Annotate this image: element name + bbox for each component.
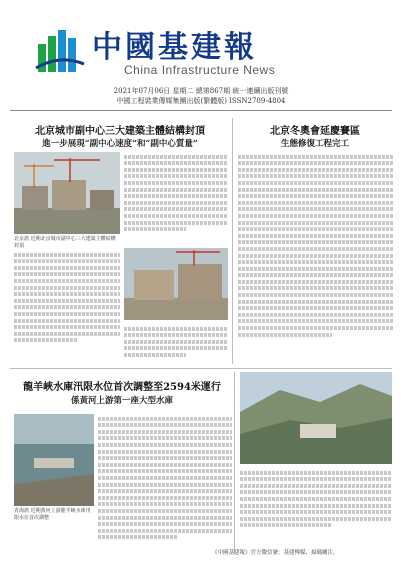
right-article-subhead: 生態修復工程完工 xyxy=(280,139,349,149)
bottom-article-photo xyxy=(14,414,94,506)
bottom-article-body xyxy=(98,414,232,556)
left-article-body-column-2 xyxy=(124,152,228,246)
left-article-photo-caption: 北京訊 近期北京城市副中心三大建築主體結構封頂 xyxy=(14,236,116,249)
masthead-rule xyxy=(10,110,392,111)
right-article-photo xyxy=(240,372,392,464)
left-article-photo xyxy=(14,152,120,234)
wechat-footer-caption: 《中國基建報》官方微信號：基建傳媒，掃碼關注。 xyxy=(212,550,339,556)
left-article-body-column-3 xyxy=(124,324,228,362)
right-article-body-continued xyxy=(240,468,392,540)
left-article-headline: 北京城市副中心三大建築主體結構封頂 xyxy=(35,126,205,137)
building-logo-icon xyxy=(34,24,86,76)
left-article-body-column-1 xyxy=(14,250,120,362)
bottom-article-subhead: 係黃河上游第一座大型水庫 xyxy=(70,396,173,406)
left-article-second-photo xyxy=(124,248,228,320)
column-divider xyxy=(232,118,233,364)
newspaper-title: 中國基建報 xyxy=(92,30,257,65)
dateline xyxy=(18,86,384,106)
masthead xyxy=(0,0,402,114)
reservoir-dam-photo xyxy=(14,414,94,506)
left-article-subhead: 進一步展現“副中心速度”和“副中心質量” xyxy=(42,139,198,149)
section-divider xyxy=(10,368,392,369)
newspaper-english-title: China Infrastructure News xyxy=(124,63,276,77)
right-article-headline: 北京冬奧會延慶賽區 xyxy=(270,126,360,137)
dateline-line-2: 中國工程裝業傳媒集團出版(繁體版) ISSN2709-4804 xyxy=(116,97,286,105)
bottom-article-photo-caption: 青海訊 近期黃河上游龍羊峽水庫汛限水位首次調整 xyxy=(14,508,91,521)
building-site-photo xyxy=(124,248,228,320)
construction-photo xyxy=(14,152,120,234)
winter-olympics-venue-photo xyxy=(240,372,392,464)
bottom-article-headline: 龍羊峽水庫汛限水位首次調整至2594米運行 xyxy=(23,382,221,393)
right-article-body xyxy=(238,152,394,364)
dateline-line-1: 2021年07月06日 星期二 總第867期 統一連續出版刊號 xyxy=(113,87,289,95)
bottom-column-divider xyxy=(234,372,235,554)
